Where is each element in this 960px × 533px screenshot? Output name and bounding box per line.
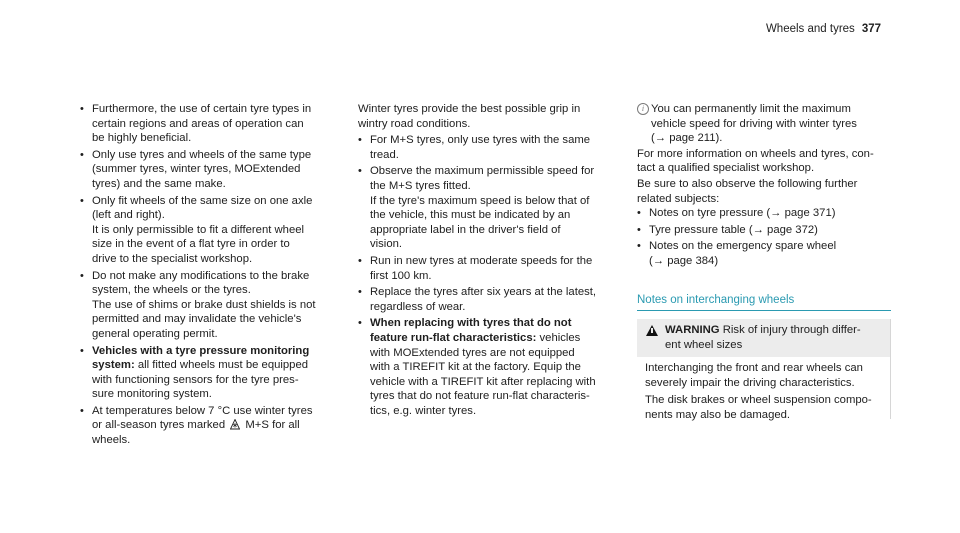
info-icon: i [637,103,649,115]
list-item: • For M+S tyres, only use tyres with the same tread. [358,133,623,162]
list-item[interactable]: • Tyre pressure table (→ page 372) [637,223,891,238]
list-item: • Only use tyres and wheels of the same type (summer tyres, winter tyres, MOExtended tyres) and the same make. [80,148,352,192]
column-left [80,102,352,450]
column-middle [358,102,623,420]
warning-paragraph: Interchanging the front and rear wheels can severely impair the driving characteristics. [645,362,863,389]
list-item-runflat: • When replacing with tyres that do not feature run-flat characteristics: vehicles with MOExtended tyres are not equipped with a TIREFIT kit at the factory. Equip the vehicle with a TIREFIT kit after replacing with tyres that do not feature run-flat characteris- tics, e.g. winter tyres. [358,316,623,418]
list-item[interactable]: • Notes on tyre pressure (→ page 371) [637,206,891,221]
list-item-tpms: • Vehicles with a tyre pressure monitoring system: all fitted wheels must be equipped with functioning sensors for the tyre pres- sure monitoring system. [80,344,352,402]
bullet-list [80,102,352,448]
intro-paragraph: Winter tyres provide the best possible grip in wintry road conditions. [358,103,581,130]
page-number: 377 [861,23,881,35]
warning-body [637,357,890,422]
list-item: • Replace the tyres after six years at the latest, regardless of wear. [358,285,623,314]
info-note: i You can permanently limit the maximum vehicle speed for driving with winter tyres (→ page 211). [637,102,891,146]
list-item: • Observe the maximum permissible speed for the M+S tyres fitted. If the tyre's maximum speed is below that of the vehicle, this must be indicated by an appropriate label in the driver's field of vision. [358,164,623,252]
bullet-list [358,133,623,418]
snowflake-mountain-icon [230,419,240,430]
list-item: • Furthermore, the use of certain tyre types in certain regions and areas of operation can be highly beneficial. [80,102,352,146]
section-heading: Notes on interchanging wheels [637,294,891,311]
paragraph: Be sure to also observe the following further related subjects: [637,177,858,205]
column-right [637,102,891,271]
list-item: • Only fit wheels of the same size on one axle (left and right). It is only permissible to fit a different wheel size in the event of a flat tyre in order to drive to the specialist workshop. [80,194,352,267]
section-title: Wheels and tyres [765,23,855,35]
warning-header: WARNING Risk of injury through differ- ent wheel sizes [637,319,890,357]
list-item[interactable]: • Notes on the emergency spare wheel (→ page 384) [637,239,891,268]
page-header [766,23,881,35]
warning-label: WARNING [665,324,720,336]
warning-paragraph: The disk brakes or wheel suspension compo- nents may also be damaged. [645,394,872,421]
warning-box [637,319,891,419]
list-item: • Run in new tyres at moderate speeds for the first 100 km. [358,254,623,283]
related-subjects-list [637,206,891,268]
list-item: • Do not make any modifications to the brake system, the wheels or the tyres. The use of shims or brake dust shields is not permitted and may invalidate the vehicle's general operating permit. [80,269,352,342]
paragraph: For more information on wheels and tyres, con- tact a qualified specialist workshop. [637,147,874,175]
list-item-winter: • At temperatures below 7 °C use winter tyres or all-season tyres marked M+S for all wheels. [80,404,352,448]
